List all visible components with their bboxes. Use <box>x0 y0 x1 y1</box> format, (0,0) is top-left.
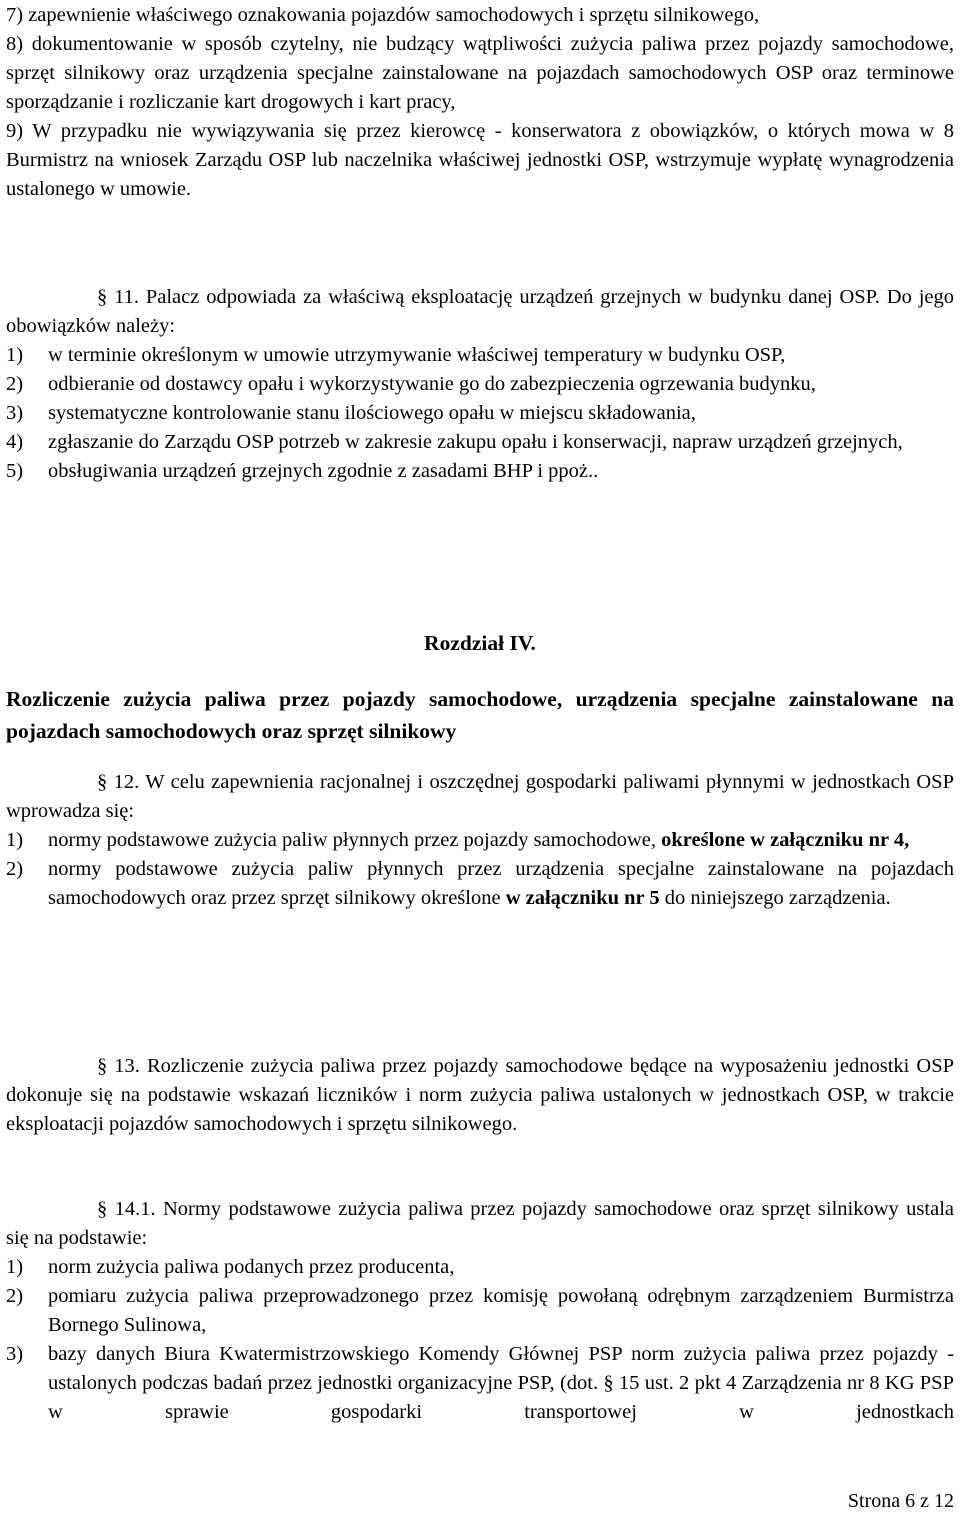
item-number: 1) <box>6 829 24 851</box>
list-item <box>6 117 954 204</box>
chapter-title: Rozdział IV. <box>424 631 536 655</box>
item-number: 7) <box>6 4 24 26</box>
item-number: 8) <box>6 33 24 55</box>
item-text: dokumentowanie w sposób czytelny, nie budzący wątpliwości zużycia paliwa przez pojazdy samochodowe, sprzęt silnikowy oraz urządzenia specjalne zainstalowane na pojazdach samochodowych OSP oraz terminowe sporządzanie i rozliczanie kart drogowych i kart pracy, <box>6 33 954 113</box>
item-text: pomiaru zużycia paliwa przeprowadzonego przez komisję powołaną odrębnym zarządzeniem Burmistrza Bornego Sulinowa, <box>48 1285 954 1336</box>
item-number: 4) <box>6 431 24 453</box>
item-text: normy podstawowe zużycia paliw płynnych przez urządzenia specjalne zainstalowane na pojazdach samochodowych oraz przez sprzęt silnikowy określone <box>48 858 954 909</box>
list-item <box>6 1253 954 1282</box>
item-text: norm zużycia paliwa podanych przez producenta, <box>48 1256 455 1278</box>
list-item <box>6 826 954 855</box>
page-number: Strona 6 z 12 <box>847 1490 954 1512</box>
paragraph-13: § 13. Rozliczenie zużycia paliwa przez pojazdy samochodowe będące na wyposażeniu jednostki OSP dokonuje się na podstawie wskazań liczników i norm zużycia paliwa ustalonych w jednostkach OSP, w trakcie eksploatacji pojazdów samochodowych i sprzętu silnikowego. <box>6 1055 954 1135</box>
list-item <box>6 341 954 370</box>
paragraph-11 <box>6 283 954 486</box>
list-item <box>6 457 954 486</box>
item-number: 5) <box>6 460 24 482</box>
item-text: odbieranie od dostawcy opału i wykorzystywanie go do zabezpieczenia ogrzewania budynku, <box>48 373 816 395</box>
item-number: 2) <box>6 373 24 395</box>
intro-list <box>6 1 954 204</box>
list-item <box>6 1282 954 1340</box>
item-text: W przypadku nie wywiązywania się przez kierowcę - konserwatora z obowiązków, o których mowa w 8 Burmistrz na wniosek Zarządu OSP lub naczelnika właściwej jednostki OSP, wstrzymuje wypłatę wynagrodzenia ustalonego w umowie. <box>6 120 954 200</box>
item-number: 2) <box>6 1285 24 1307</box>
item-text: normy podstawowe zużycia paliw płynnych przez pojazdy samochodowe, <box>48 829 662 851</box>
list-item <box>6 1 954 30</box>
item-number: 1) <box>6 344 24 366</box>
item-text: zgłaszanie do Zarządu OSP potrzeb w zakresie zakupu opału i konserwacji, napraw urządzeń grzejnych, <box>48 431 903 453</box>
item-text-tail: do niniejszego zarządzenia. <box>659 887 891 909</box>
paragraph-heading: § 11. Palacz odpowiada za właściwą eksploatację urządzeń grzejnych w budynku danej OSP. Do jego obowiązków należy: <box>6 286 954 337</box>
list-item <box>6 30 954 117</box>
item-number: 3) <box>6 402 24 424</box>
list-item <box>6 399 954 428</box>
item-text: bazy danych Biura Kwatermistrzowskiego Komendy Głównej PSP norm zużycia paliwa przez pojazdy - ustalonych podczas badań przez jednostki organizacyjne PSP, (dot. § 15 ust. 2 pkt 4 Zarządzenia nr 8 KG PSP w sprawie gospodarki transportowej w jednostkach <box>48 1343 954 1423</box>
item-text: zapewnienie właściwego oznakowania pojazdów samochodowych i sprzętu silnikowego, <box>28 4 760 26</box>
item-number: 9) <box>6 120 24 142</box>
item-number: 3) <box>6 1343 24 1365</box>
item-text: systematyczne kontrolowanie stanu ilościowego opału w miejscu składowania, <box>48 402 696 424</box>
item-text-bold: w załączniku nr 5 <box>505 887 660 909</box>
list-item <box>6 370 954 399</box>
item-text: obsługiwania urządzeń grzejnych zgodnie z zasadami BHP i ppoż.. <box>48 460 599 482</box>
list-item <box>6 428 954 457</box>
chapter-subtitle: Rozliczenie zużycia paliwa przez pojazdy samochodowe, urządzenia specjalne zainstalowane na pojazdach samochodowych oraz sprzęt silnikowy <box>6 687 954 743</box>
item-number: 1) <box>6 1256 24 1278</box>
item-text: w terminie określonym w umowie utrzymywanie właściwej temperatury w budynku OSP, <box>48 344 786 366</box>
paragraph-14 <box>6 1195 954 1427</box>
item-text-bold: określone w załączniku nr 4, <box>661 829 910 851</box>
list-item <box>6 1340 954 1427</box>
list-item <box>6 855 954 913</box>
paragraph-heading: § 12. W celu zapewnienia racjonalnej i oszczędnej gospodarki paliwami płynnymi w jednostkach OSP wprowadza się: <box>6 771 954 822</box>
paragraph-12 <box>6 768 954 913</box>
paragraph-heading: § 14.1. Normy podstawowe zużycia paliwa przez pojazdy samochodowe oraz sprzęt silnikowy ustala się na podstawie: <box>6 1198 954 1249</box>
item-number: 2) <box>6 858 24 880</box>
